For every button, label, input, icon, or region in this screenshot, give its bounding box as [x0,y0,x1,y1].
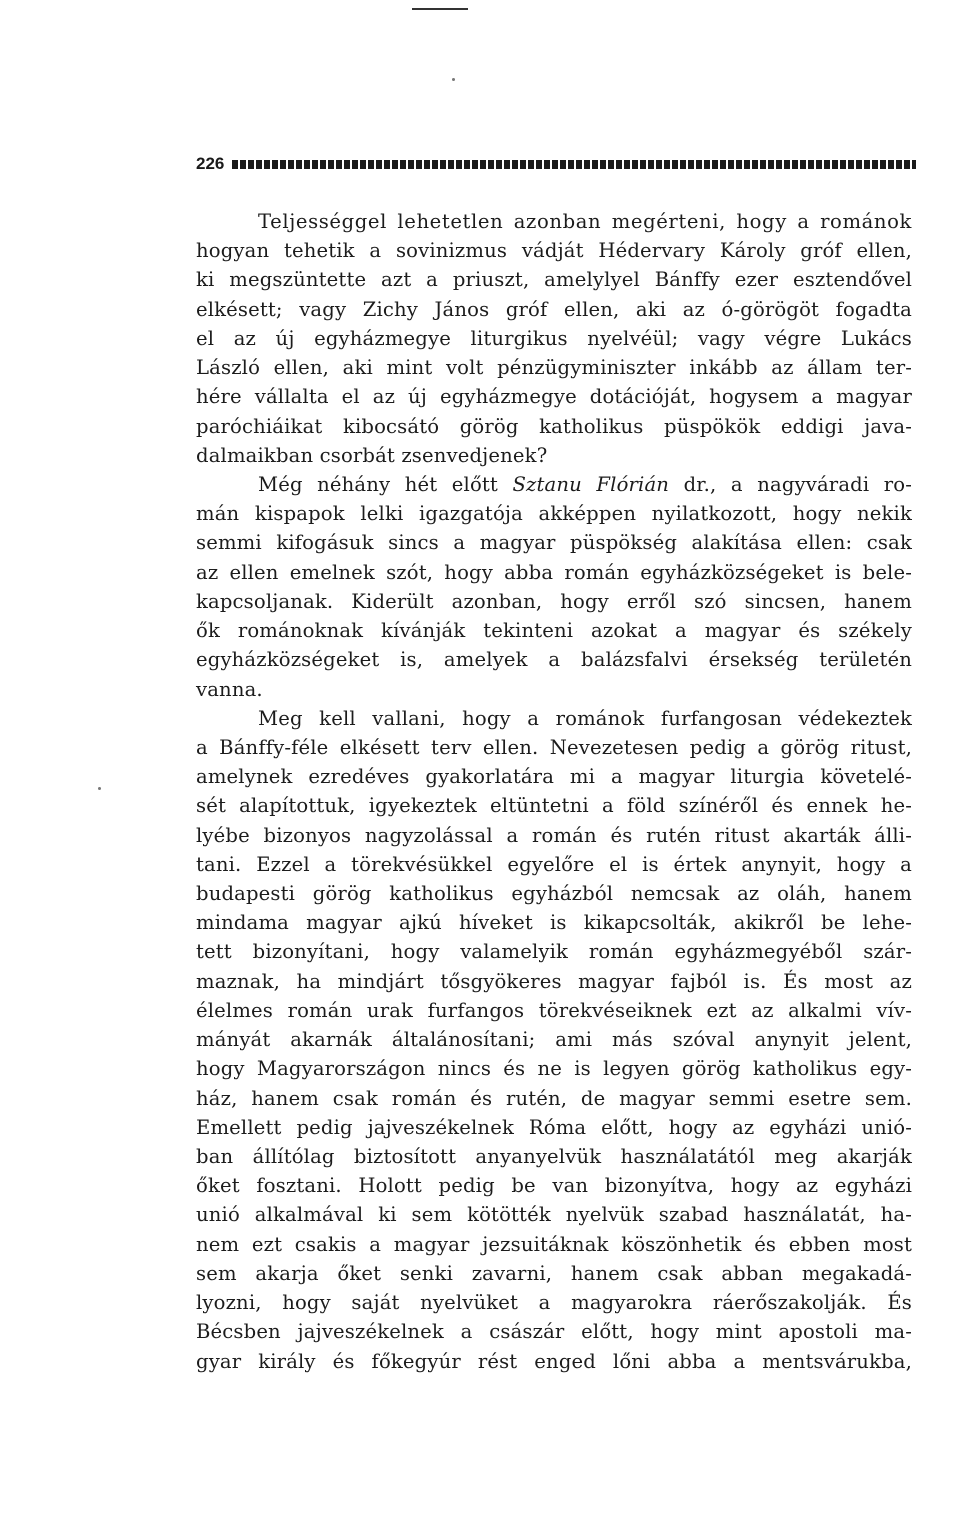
text-line: amelynek ezredéves gyakorlatára mi a magyar liturgia követelé- [196,765,912,789]
text-line: Teljességgel lehetetlen azonban megérteni, hogy a románok [258,210,912,233]
text-line: budapesti görög katholikus egyházból nemcsak az oláh, hanem [196,882,912,906]
scan-speck [98,787,101,790]
text-line: egyházközségeket is, amelyek a balázsfalvi érsekség területén [196,648,912,672]
text-line: Meg kell vallani, hogy a románok furfangosan védekeztek [258,706,912,730]
text-line: dalmaikban csorbát zsenvedjenek? [196,443,548,467]
page-header [196,154,916,174]
text-line: az ellen emelnek szót, hogy abba román egyházközségeket is bele- [196,560,912,584]
page-number: 226 [196,154,225,173]
text-line: elkésett; vagy Zichy János gróf ellen, aki az ó-görögöt fogadta [196,297,912,321]
text-line [196,470,912,499]
ornamental-rule [232,160,916,169]
scan-mark [412,8,468,10]
person-name: Sztanu Flórián [512,472,670,496]
text-line: hogyan tehetik a sovinizmus vádját Hédervary Károly gróf ellen, [196,239,912,263]
text-line: mányát akarnák általánosítani; ami más szóval anynyit jelent, [196,1028,912,1052]
text-line: Emellett pedig jajveszékelnek Róma előtt, hogy az egyházi unió- [196,1115,912,1139]
text-line: ban állítólag biztosított anyanyelvük használatától meg akarják [196,1145,912,1168]
text-line: hogy Magyarországon nincs és ne is legyen görög katholikus egy- [196,1057,912,1081]
text-line: tett bizonyítani, hogy valamelyik román egyházmegyéből szár- [196,940,912,964]
text-line: nem ezt csakis a magyar jezsuitáknak köszönhetik és ebben most [196,1232,912,1256]
text-line: ki megszüntette azt a priuszt, amelylyel Bánffy ezer esztendővel [196,268,912,292]
scan-speck [452,78,455,81]
text-line: sét alapítottuk, igyekeztek eltüntetni a föld színéről és ennek he- [196,794,912,818]
text-line: lyozni, hogy saját nyelvüket a magyarokra ráerőszakolják. És [196,1291,912,1315]
text-line: mindama magyar ajkú híveket is kikapcsolták, akikről be lehe- [196,911,912,935]
text-line: maznak, ha mindjárt tősgyökeres magyar fajból is. És most az [196,969,912,993]
text-line: gyar király és főkegyúr rést enged lőni abba a mentsvárukba, [196,1349,912,1373]
text-line: paróchiáikat kibocsátó görög katholikus püspökök eddigi java- [196,414,912,438]
text-line: élelmes román urak furfangos törekvéseiknek ezt az alkalmi vív- [196,998,912,1022]
body-text [196,207,912,1376]
text-segment: dr., a nagyváradi ro- [683,472,912,496]
text-line: sem akarja őket senki zavarni, hanem csak abban megakadá- [196,1261,912,1285]
text-line: el az új egyházmegye liturgikus nyelvéül; vagy végre Lukács [196,326,912,350]
text-line: ők románoknak kívánják tekinteni azokat a magyar és székely [196,619,912,643]
text-line: tani. Ezzel a törekvésükkel egyelőre el is értek anynyit, hogy a [196,852,912,876]
text-line: semmi kifogásuk sincs a magyar püspökség alakítása ellen: csak [196,531,912,555]
text-line: a Bánffy-féle elkésett terv ellen. Nevezetesen pedig a görög ritust, [196,735,912,759]
text-line: mán kispapok lelki igazgatója akképpen nyilatkozott, hogy nekik [196,502,912,526]
text-line: unió alkalmával ki sem kötötték nyelvük szabad használatát, ha- [196,1203,912,1227]
text-segment: Még néhány hét előtt [258,472,498,496]
text-line: lyébe bizonyos nagyzolással a román és rutén ritust akarták álli- [196,823,912,847]
text-line: kapcsoljanak. Kiderült azonban, hogy erről szó sincsen, hanem [196,589,912,613]
text-line: Bécsben jajveszékelnek a császár előtt, hogy mint apostoli ma- [196,1320,912,1344]
text-line: őket fosztani. Holott pedig be van bizonyítva, hogy az egyházi [196,1174,912,1198]
text-line: László ellen, aki mint volt pénzügyminiszter inkább az állam ter- [196,356,912,380]
text-line: hére vállalta el az új egyházmegye dotációját, hogysem a magyar [196,385,912,409]
text-line: vanna. [196,677,263,701]
text-line: ház, hanem csak román és rutén, de magyar semmi esetre sem. [196,1086,912,1110]
